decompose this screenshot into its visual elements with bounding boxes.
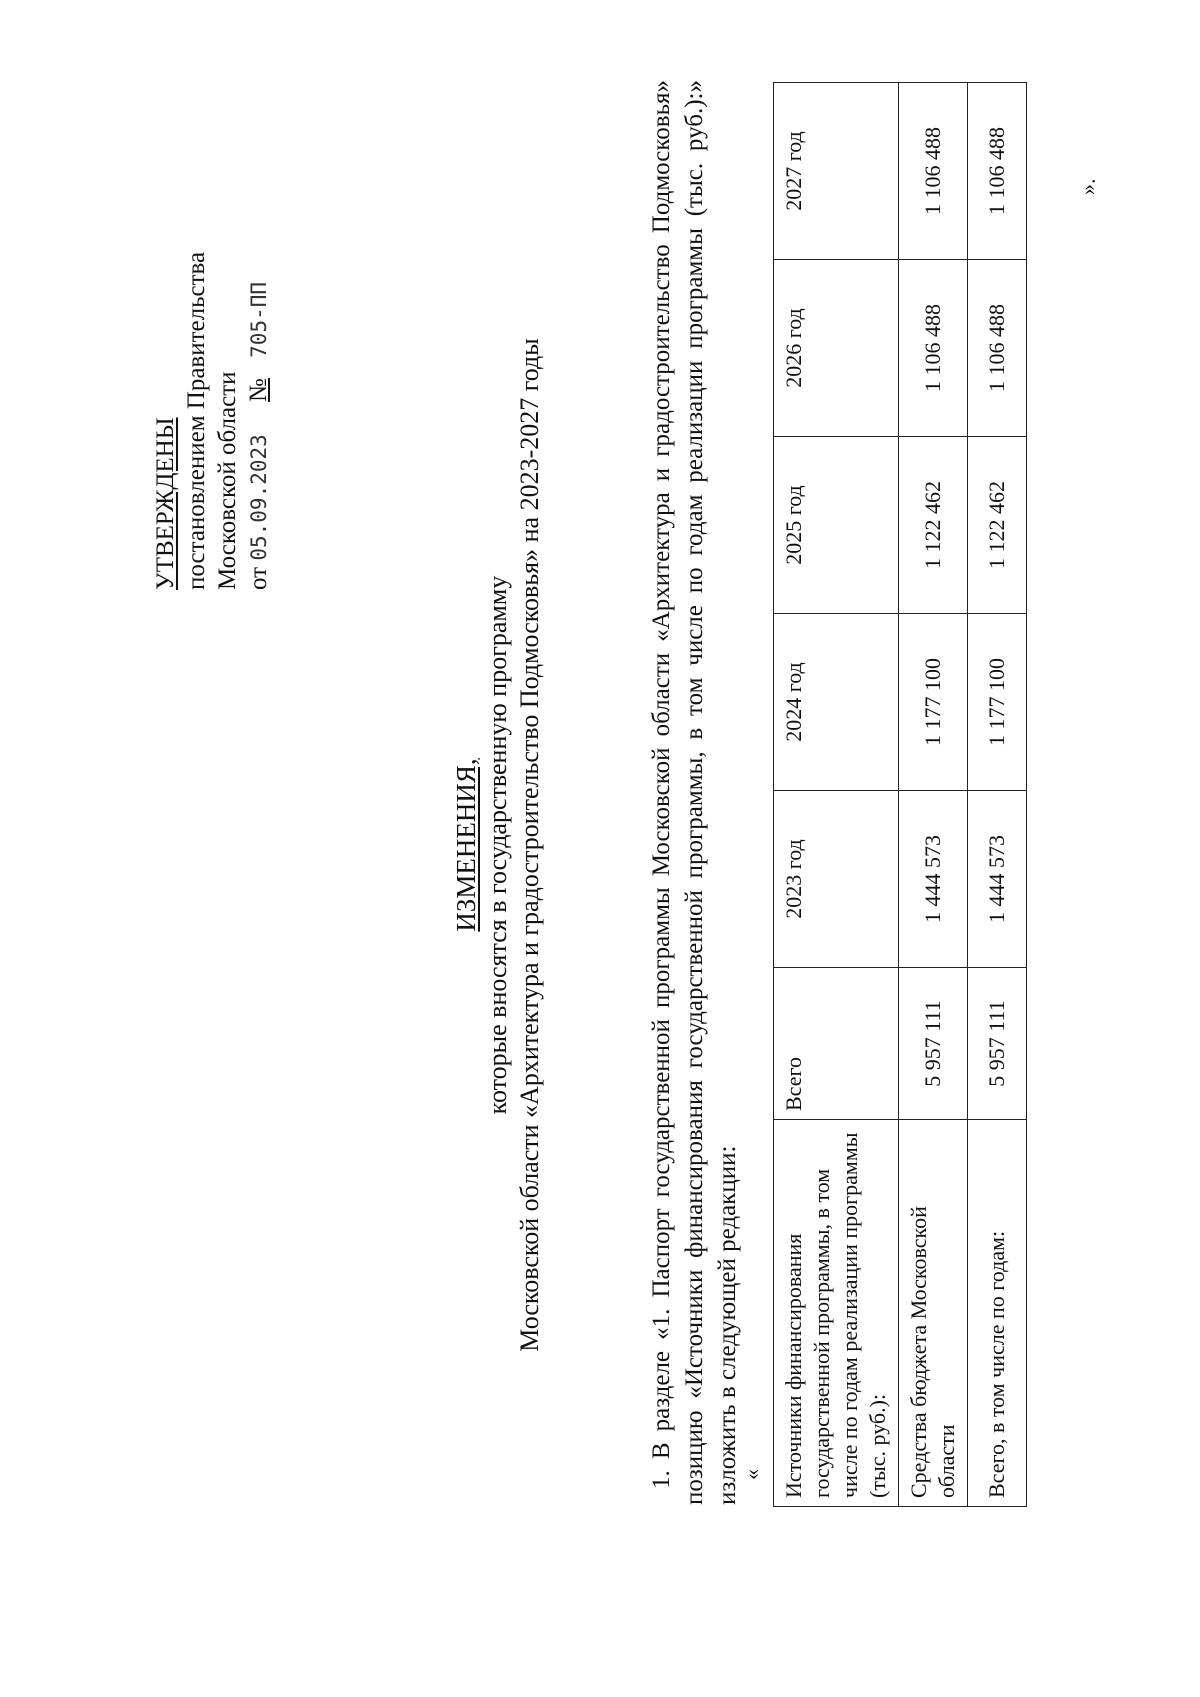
approval-title: УТВЕРЖДЕНЫ xyxy=(152,417,179,590)
heading-line-1: которые вносятся в государственную программу xyxy=(483,575,512,1115)
row-value-cell: 1 444 573 xyxy=(968,791,1027,968)
heading-line-2: Московской области «Архитектура и градостроительство Подмосковья» на 2023-2027 годы xyxy=(515,338,544,1352)
table-row xyxy=(899,83,968,1507)
intro-paragraph: 1. В разделе «1. Паспорт государственной программы Московской области «Архитектура и градостроительство Подмосковья» позицию «Источники финансирования государственной программы, в том числе по годам реализации программы (тыс. руб.):» изложить в следующей редакции: xyxy=(648,80,741,1505)
row-total-cell: 5 957 111 xyxy=(899,968,968,1120)
approval-block xyxy=(150,252,275,590)
approval-date-prefix: от xyxy=(245,566,272,590)
table-row xyxy=(968,83,1027,1507)
row-value-cell: 1 106 488 xyxy=(968,260,1027,437)
header-total-cell: Всего xyxy=(774,968,899,1120)
header-label-cell: Источники финансирования государственной программы, в том числе по годам реализации программы (тыс. руб.): xyxy=(774,1120,899,1507)
approval-date: 05.09.2023 xyxy=(247,434,271,561)
header-year-cell: 2027 год xyxy=(774,83,899,260)
opening-quote: « xyxy=(739,1469,764,1480)
header-year-cell: 2023 год xyxy=(774,791,899,968)
approval-line-1: постановлением Правительства xyxy=(183,251,210,590)
approval-number-sign: № xyxy=(245,378,272,402)
financing-table xyxy=(773,82,1027,1507)
approval-number: 705-ПП xyxy=(247,281,271,358)
closing-quote: ». xyxy=(1075,178,1100,195)
table-header-row xyxy=(774,83,899,1507)
header-year-cell: 2024 год xyxy=(774,614,899,791)
document-title: ИЗМЕНЕНИЯ, xyxy=(451,758,481,932)
row-value-cell: 1 177 100 xyxy=(899,614,968,791)
approval-line-2: Московской области xyxy=(214,371,241,590)
row-value-cell: 1 106 488 xyxy=(968,83,1027,260)
row-value-cell: 1 122 462 xyxy=(899,437,968,614)
row-value-cell: 1 444 573 xyxy=(899,791,968,968)
row-label-cell: Средства бюджета Московской области xyxy=(899,1120,968,1507)
row-label-cell: Всего, в том числе по годам: xyxy=(968,1120,1027,1507)
row-value-cell: 1 106 488 xyxy=(899,260,968,437)
row-total-cell: 5 957 111 xyxy=(968,968,1027,1120)
header-year-cell: 2025 год xyxy=(774,437,899,614)
row-value-cell: 1 177 100 xyxy=(968,614,1027,791)
row-value-cell: 1 122 462 xyxy=(968,437,1027,614)
document-heading xyxy=(450,45,546,1645)
approval-date-line xyxy=(243,252,275,590)
row-value-cell: 1 106 488 xyxy=(899,83,968,260)
header-year-cell: 2026 год xyxy=(774,260,899,437)
document-page xyxy=(55,45,1100,1645)
